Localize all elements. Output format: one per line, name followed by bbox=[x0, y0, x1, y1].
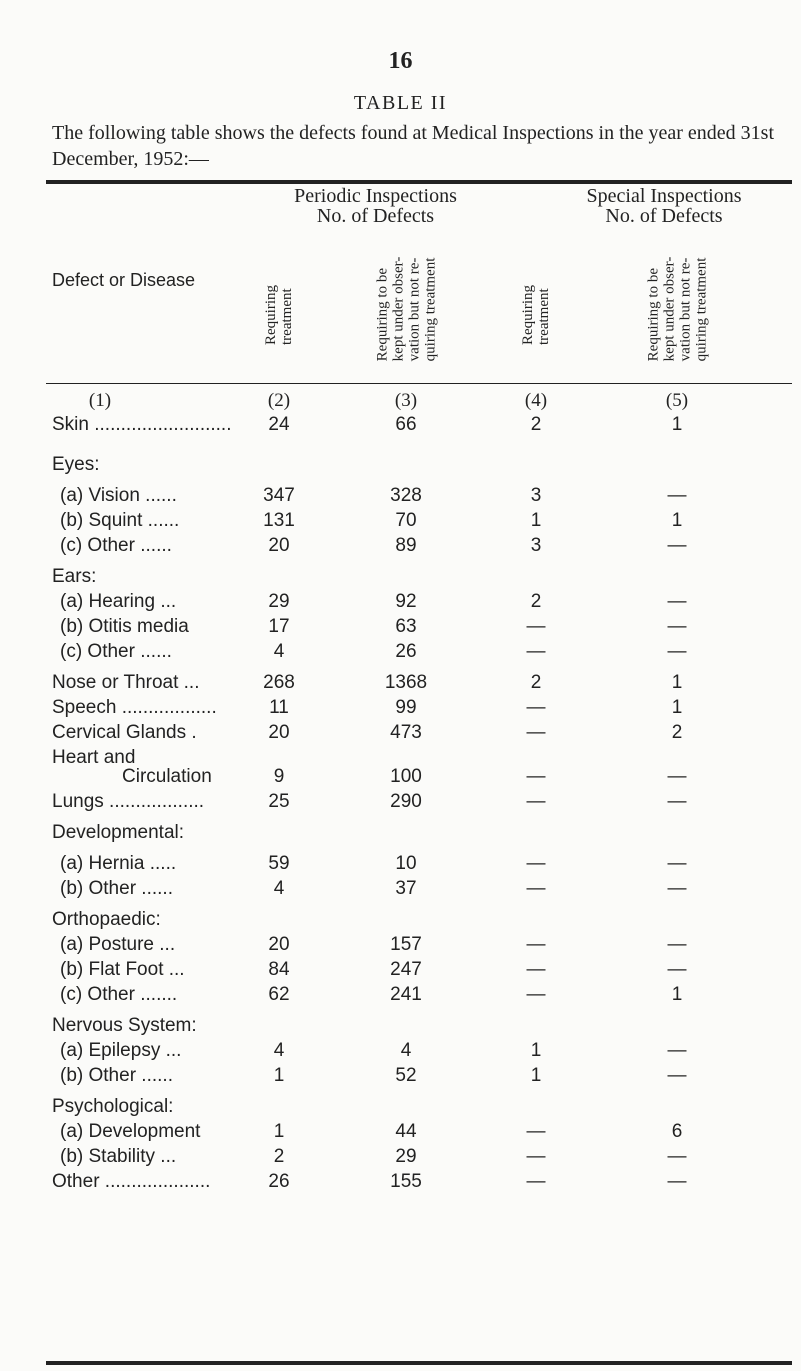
column-number: (5) bbox=[665, 390, 689, 411]
cell-c3: — bbox=[526, 1146, 546, 1167]
heading-line: quiring treatment bbox=[422, 257, 439, 362]
cell-c2: 10 bbox=[395, 853, 417, 874]
cell-c4: — bbox=[667, 641, 687, 662]
row-label: Ears: bbox=[52, 566, 97, 587]
table-row bbox=[0, 909, 801, 931]
row-label: Nose or Throat ... bbox=[52, 672, 200, 693]
cell-c1: 11 bbox=[269, 697, 289, 718]
cell-c4: 6 bbox=[671, 1121, 683, 1142]
cell-c1: 25 bbox=[268, 791, 290, 812]
heading-line: treatment bbox=[279, 288, 295, 345]
defect-column-heading: Defect or Disease bbox=[52, 270, 196, 290]
cell-c2: 52 bbox=[395, 1065, 417, 1086]
cell-c1: 4 bbox=[273, 1040, 285, 1061]
cell-c3: — bbox=[526, 1171, 546, 1192]
cell-c1: 2 bbox=[273, 1146, 285, 1167]
cell-c2: 99 bbox=[395, 697, 417, 718]
special-observation-heading bbox=[641, 235, 713, 383]
cell-c2: 29 bbox=[395, 1146, 417, 1167]
table-row bbox=[0, 510, 801, 532]
cell-c2: 66 bbox=[395, 414, 417, 435]
cell-c3: 2 bbox=[530, 591, 542, 612]
cell-c4: — bbox=[667, 791, 687, 812]
cell-c2: 155 bbox=[390, 1171, 422, 1192]
cell-c2: 241 bbox=[390, 984, 422, 1005]
table-row bbox=[0, 697, 801, 719]
table-row bbox=[0, 616, 801, 638]
row-label: (a) Vision ...... bbox=[60, 485, 177, 506]
cell-c2: 63 bbox=[395, 616, 417, 637]
cell-c3: 3 bbox=[530, 535, 542, 556]
cell-c4: — bbox=[667, 1065, 687, 1086]
top-rule bbox=[46, 180, 792, 184]
table-row bbox=[0, 485, 801, 507]
cell-c3: — bbox=[526, 934, 546, 955]
cell-c3: — bbox=[526, 1121, 546, 1142]
row-label: (b) Otitis media bbox=[60, 616, 189, 637]
cell-c1: 4 bbox=[273, 641, 285, 662]
row-label: (b) Other ...... bbox=[60, 1065, 173, 1086]
cell-c3: — bbox=[526, 853, 546, 874]
special-inspections-heading bbox=[536, 186, 792, 226]
cell-c3: — bbox=[526, 766, 546, 787]
cell-c4: — bbox=[667, 535, 687, 556]
row-label: Nervous System: bbox=[52, 1015, 197, 1036]
cell-c3: 2 bbox=[530, 414, 542, 435]
column-numbers bbox=[0, 390, 801, 414]
table-row bbox=[0, 959, 801, 981]
heading-line: Requiring to be bbox=[374, 268, 391, 362]
special-treatment-heading bbox=[500, 235, 572, 383]
table-row bbox=[0, 535, 801, 557]
table-row bbox=[0, 414, 801, 436]
cell-c4: — bbox=[667, 616, 687, 637]
cell-c2: 328 bbox=[390, 485, 422, 506]
cell-c3: 1 bbox=[530, 1065, 542, 1086]
cell-c2: 157 bbox=[390, 934, 422, 955]
table-row bbox=[0, 766, 801, 788]
cell-c1: 347 bbox=[263, 485, 295, 506]
cell-c4: 1 bbox=[671, 414, 683, 435]
page-number: 16 bbox=[388, 48, 413, 74]
cell-c1: 62 bbox=[268, 984, 290, 1005]
heading-line: Requiring bbox=[520, 285, 536, 345]
cell-c1: 4 bbox=[273, 878, 285, 899]
table-row bbox=[0, 791, 801, 813]
cell-c2: 44 bbox=[395, 1121, 417, 1142]
cell-c3: — bbox=[526, 616, 546, 637]
cell-c4: — bbox=[667, 959, 687, 980]
cell-c4: — bbox=[667, 591, 687, 612]
row-label: Circulation bbox=[122, 766, 212, 787]
table-row bbox=[0, 1040, 801, 1062]
cell-c4: — bbox=[667, 766, 687, 787]
row-label: Heart and bbox=[52, 747, 136, 768]
row-label: (a) Development bbox=[60, 1121, 201, 1142]
cell-c4: — bbox=[667, 1146, 687, 1167]
table-row bbox=[0, 1096, 801, 1118]
cell-c1: 17 bbox=[268, 616, 290, 637]
row-label: (c) Other ....... bbox=[60, 984, 178, 1005]
row-label: Orthopaedic: bbox=[52, 909, 161, 930]
table-row bbox=[0, 853, 801, 875]
cell-c2: 100 bbox=[390, 766, 422, 787]
cell-c3: — bbox=[526, 878, 546, 899]
row-label: Developmental: bbox=[52, 822, 185, 843]
cell-c3: — bbox=[526, 984, 546, 1005]
row-label: (b) Squint ...... bbox=[60, 510, 180, 531]
cell-c4: — bbox=[667, 485, 687, 506]
column-number: (2) bbox=[267, 390, 291, 411]
cell-c1: 59 bbox=[268, 853, 290, 874]
row-label: (c) Other ...... bbox=[60, 535, 172, 556]
cell-c4: 1 bbox=[671, 697, 683, 718]
column-number: (4) bbox=[524, 390, 548, 411]
cell-c4: — bbox=[667, 878, 687, 899]
heading-line: Requiring bbox=[263, 285, 279, 345]
cell-c3: — bbox=[526, 722, 546, 743]
table-row bbox=[0, 934, 801, 956]
row-label: Lungs .................. bbox=[52, 791, 205, 812]
row-label: (b) Stability ... bbox=[60, 1146, 177, 1167]
row-label: (a) Posture ... bbox=[60, 934, 176, 955]
cell-c3: — bbox=[526, 641, 546, 662]
cell-c1: 29 bbox=[268, 591, 290, 612]
cell-c3: — bbox=[526, 791, 546, 812]
cell-c1: 131 bbox=[263, 510, 295, 531]
heading-line: treatment bbox=[536, 288, 552, 345]
cell-c4: — bbox=[667, 934, 687, 955]
cell-c4: 2 bbox=[671, 722, 683, 743]
row-label: Cervical Glands . bbox=[52, 722, 197, 743]
cell-c3: 1 bbox=[530, 1040, 542, 1061]
table-title: TABLE II bbox=[353, 92, 448, 114]
heading-line: vation but not re- bbox=[406, 257, 423, 362]
cell-c3: 3 bbox=[530, 485, 542, 506]
periodic-treatment-heading bbox=[243, 235, 315, 383]
cell-c2: 70 bbox=[395, 510, 417, 531]
cell-c3: — bbox=[526, 959, 546, 980]
periodic-inspections-heading bbox=[248, 186, 503, 226]
cell-c1: 26 bbox=[268, 1171, 290, 1192]
cell-c1: 1 bbox=[273, 1121, 285, 1142]
cell-c2: 4 bbox=[400, 1040, 412, 1061]
table-row bbox=[0, 878, 801, 900]
column-number: (3) bbox=[394, 390, 418, 411]
heading-line: kept under obser- bbox=[390, 256, 407, 362]
cell-c1: 20 bbox=[268, 535, 290, 556]
cell-c3: — bbox=[526, 697, 546, 718]
row-label: Eyes: bbox=[52, 454, 100, 475]
cell-c1: 268 bbox=[263, 672, 295, 693]
table-row bbox=[0, 722, 801, 744]
table-row bbox=[0, 591, 801, 613]
cell-c4: — bbox=[667, 1171, 687, 1192]
row-label: (a) Epilepsy ... bbox=[60, 1040, 182, 1061]
row-label: (b) Flat Foot ... bbox=[60, 959, 185, 980]
intro-text: The following table shows the defects found at Medical Inspections in the year ended 31st December, 1952:— bbox=[52, 122, 775, 170]
row-label: (a) Hearing ... bbox=[60, 591, 177, 612]
cell-c4: 1 bbox=[671, 984, 683, 1005]
special-heading-line1: Special Inspections bbox=[586, 185, 742, 207]
cell-c4: — bbox=[667, 1040, 687, 1061]
table-row bbox=[0, 641, 801, 663]
table-row bbox=[0, 1015, 801, 1037]
special-heading-line2: No. of Defects bbox=[605, 205, 723, 227]
cell-c2: 473 bbox=[390, 722, 422, 743]
row-label: Other .................... bbox=[52, 1171, 211, 1192]
cell-c4: 1 bbox=[671, 510, 683, 531]
cell-c2: 26 bbox=[395, 641, 417, 662]
heading-line: kept under obser- bbox=[661, 256, 678, 362]
row-label: Skin .......................... bbox=[52, 414, 232, 435]
row-label: Psychological: bbox=[52, 1096, 174, 1117]
table-row bbox=[0, 566, 801, 588]
cell-c1: 9 bbox=[273, 766, 285, 787]
table-row bbox=[0, 454, 801, 476]
periodic-heading-line1: Periodic Inspections bbox=[294, 185, 457, 207]
row-label: (c) Other ...... bbox=[60, 641, 172, 662]
periodic-heading-line2: No. of Defects bbox=[316, 205, 435, 227]
table-row bbox=[0, 1171, 801, 1193]
table-row bbox=[0, 672, 801, 694]
column-number: (1) bbox=[88, 390, 112, 411]
cell-c2: 247 bbox=[390, 959, 422, 980]
cell-c2: 92 bbox=[395, 591, 417, 612]
cell-c2: 89 bbox=[395, 535, 417, 556]
row-label: Speech .................. bbox=[52, 697, 217, 718]
heading-line: quiring treatment bbox=[693, 257, 710, 362]
heading-line: vation but not re- bbox=[677, 257, 694, 362]
bottom-rule bbox=[46, 1361, 792, 1365]
cell-c1: 20 bbox=[268, 934, 290, 955]
cell-c1: 24 bbox=[268, 414, 290, 435]
table-row bbox=[0, 1121, 801, 1143]
header-rule bbox=[46, 383, 792, 384]
cell-c2: 37 bbox=[395, 878, 417, 899]
cell-c1: 84 bbox=[268, 959, 290, 980]
row-label: (b) Other ...... bbox=[60, 878, 173, 899]
cell-c4: 1 bbox=[671, 672, 683, 693]
row-label: (a) Hernia ..... bbox=[60, 853, 177, 874]
cell-c4: — bbox=[667, 853, 687, 874]
cell-c1: 1 bbox=[273, 1065, 285, 1086]
cell-c2: 1368 bbox=[384, 672, 428, 693]
table-row bbox=[0, 822, 801, 844]
cell-c2: 290 bbox=[390, 791, 422, 812]
heading-line: Requiring to be bbox=[645, 268, 662, 362]
table-row bbox=[0, 1146, 801, 1168]
cell-c3: 1 bbox=[530, 510, 542, 531]
cell-c1: 20 bbox=[268, 722, 290, 743]
table-row bbox=[0, 984, 801, 1006]
periodic-observation-heading bbox=[370, 235, 442, 383]
table-row bbox=[0, 1065, 801, 1087]
cell-c3: 2 bbox=[530, 672, 542, 693]
